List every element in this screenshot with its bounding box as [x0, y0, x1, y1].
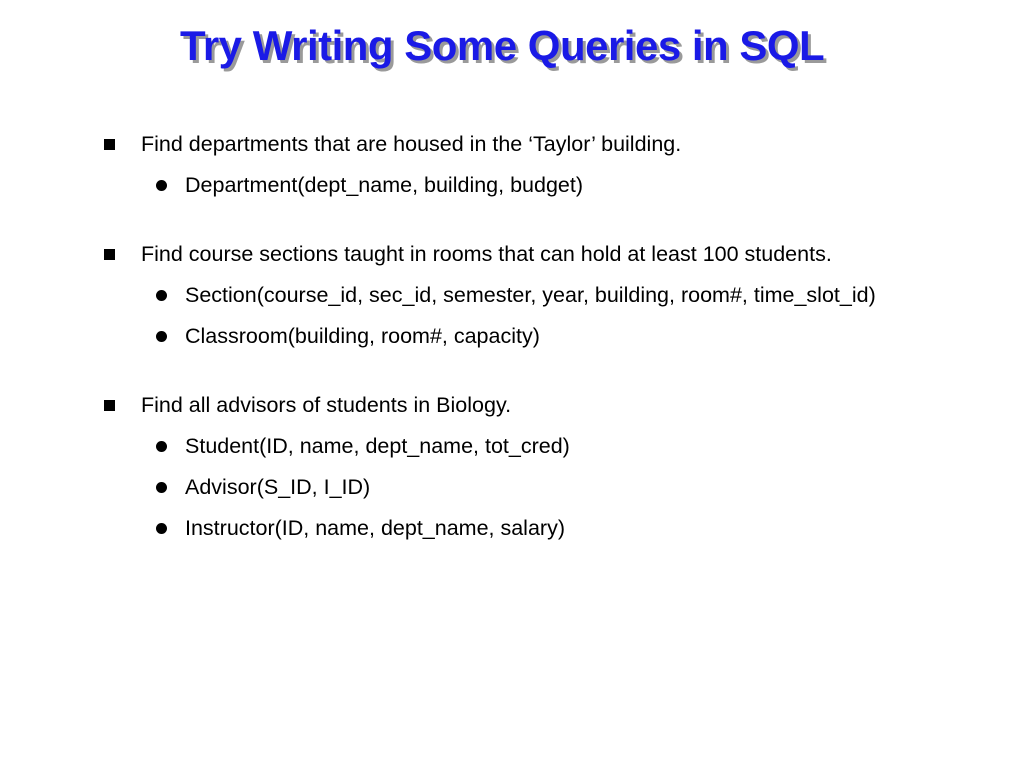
slide-title: Try Writing Some Queries in SQL	[180, 22, 825, 69]
square-bullet-icon	[104, 400, 115, 411]
schema-item	[154, 281, 922, 310]
question-text: Find all advisors of students in Biology.	[141, 393, 512, 417]
schema-text: Department(dept_name, building, budget)	[185, 173, 584, 197]
round-bullet-icon	[156, 290, 167, 301]
query-group-1	[102, 130, 922, 200]
schema-text: Classroom(building, room#, capacity)	[185, 324, 540, 348]
schema-item	[154, 514, 922, 543]
schema-item	[154, 473, 922, 502]
question-text: Find departments that are housed in the ‘Taylor’ building.	[141, 132, 682, 156]
round-bullet-icon	[156, 180, 167, 191]
schema-item	[154, 432, 922, 461]
schema-item	[154, 322, 922, 351]
query-group-3	[102, 391, 922, 543]
schema-text: Section(course_id, sec_id, semester, year, building, room#, time_slot_id)	[185, 283, 876, 307]
schema-text: Student(ID, name, dept_name, tot_cred)	[185, 434, 570, 458]
question-text: Find course sections taught in rooms that can hold at least 100 students.	[141, 242, 832, 266]
round-bullet-icon	[156, 523, 167, 534]
question-item	[102, 240, 922, 269]
schema-text: Advisor(S_ID, I_ID)	[185, 475, 371, 499]
schema-item	[154, 171, 922, 200]
square-bullet-icon	[104, 249, 115, 260]
square-bullet-icon	[104, 139, 115, 150]
round-bullet-icon	[156, 482, 167, 493]
question-item	[102, 391, 922, 420]
query-group-2	[102, 240, 922, 351]
question-item	[102, 130, 922, 159]
slide-content	[102, 130, 922, 583]
round-bullet-icon	[156, 331, 167, 342]
schema-text: Instructor(ID, name, dept_name, salary)	[185, 516, 565, 540]
round-bullet-icon	[156, 441, 167, 452]
